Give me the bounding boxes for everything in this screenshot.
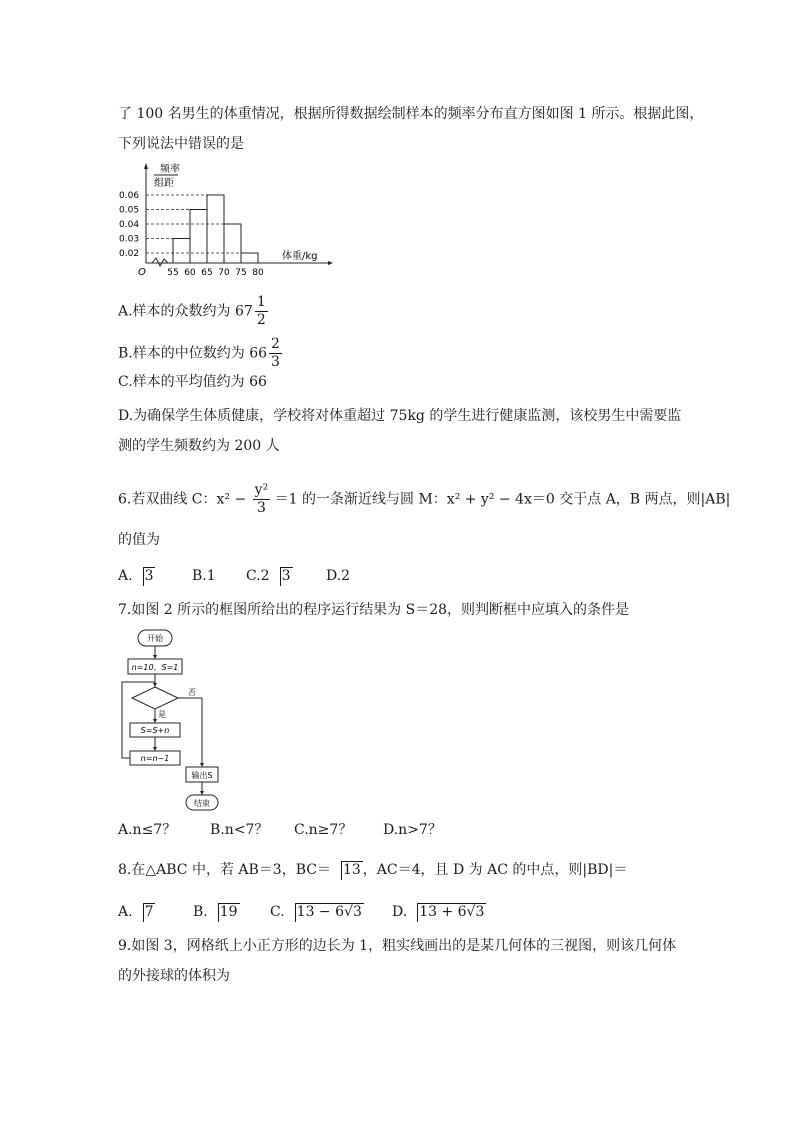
- arrow-head-icon: [153, 655, 157, 659]
- x-axis-arrow-icon: [328, 261, 333, 265]
- q7-stem: 7.如图 2 所示的框图所给出的程序运行结果为 S＝28，则判断框中应填入的条件是: [118, 602, 630, 618]
- flow-assign-n-label: n=n−1: [140, 754, 170, 763]
- x-tick-label: 65: [201, 268, 213, 278]
- q5-option-d-line1: D.为确保学生体质健康，学校将对体重超过 75kg 的学生进行健康监测，该校男生中需要监: [118, 408, 682, 424]
- y-tick-label: 0.03: [119, 234, 140, 245]
- option-label: B.: [193, 904, 208, 920]
- q6-option-b: B.1: [192, 568, 216, 584]
- y-axis-label-bottom: 组距: [154, 178, 174, 189]
- q9-stem-line1: 9.如图 3，网格纸上小正方形的边长为 1，粗实线画出的是某几何体的三视图，则该几何体: [118, 938, 677, 954]
- y-tick-label: 0.04: [119, 220, 140, 230]
- arrow-head-icon: [200, 791, 204, 795]
- y-axis-arrow-icon: [144, 163, 148, 169]
- q9-stem-line2: 的外接球的体积为: [118, 968, 230, 984]
- frac-denominator: 3: [271, 354, 280, 370]
- x-axis-label: 体重/kg: [282, 251, 318, 262]
- frac-numerator: 2: [271, 336, 280, 352]
- q8-stem-pre: 8.在△ABC 中，若 AB＝3，BC＝: [118, 862, 331, 878]
- option-label: A.: [118, 568, 133, 584]
- y-tick-label: 0.05: [119, 205, 140, 216]
- flow-start-label: 开始: [147, 634, 163, 643]
- radicand: 13 + 6√3: [419, 904, 485, 920]
- q5-option-a-text: A.样本的众数约为 67: [118, 303, 253, 320]
- radicand: 19: [219, 904, 238, 920]
- histogram-bar: [190, 210, 207, 264]
- sqrt: [286, 902, 364, 922]
- origin-label: O: [138, 267, 146, 278]
- q7-option-d: D.n>7？: [383, 822, 442, 838]
- flow-yes-label: 是: [158, 710, 166, 719]
- flow-end-label: 结束: [194, 799, 210, 808]
- q7-option-c: C.n≥7？: [294, 822, 353, 838]
- x-tick-label: 70: [218, 268, 230, 278]
- y-tick-label: 0.06: [119, 191, 140, 201]
- q5-option-a-fraction: [255, 294, 268, 329]
- q6-fraction: [253, 482, 271, 517]
- q8-option-a: [118, 902, 155, 922]
- histogram-bar: [173, 239, 190, 264]
- q5-option-c: C.样本的平均值约为 66: [118, 374, 267, 390]
- axis-break-icon: [152, 258, 168, 266]
- radicand: 13: [342, 862, 361, 878]
- y-axis-label-top: 频率: [160, 164, 180, 175]
- frac-denominator: 3: [256, 500, 266, 516]
- q7-option-a: A.n≤7？: [118, 822, 177, 838]
- q5-option-a: [118, 294, 268, 329]
- q6-stem-post: ＝1 的一条渐近线与圆 M：x² + y² − 4x＝0 交于点 A，B 两点，则|AB|: [274, 491, 731, 508]
- q6-stem-pre: 6.若双曲线 C：x² −: [118, 491, 247, 508]
- sqrt: [134, 902, 156, 922]
- histogram-chart: [119, 162, 333, 278]
- q5-stem-line1: 了 100 名男生的体重情况，根据所得数据绘制样本的频率分布直方图如图 1 所示。根据此图，: [118, 106, 704, 122]
- radicand: 7: [144, 904, 154, 920]
- option-label: D.: [392, 904, 408, 920]
- x-tick-label: 60: [184, 268, 196, 278]
- option-label: C.2: [246, 568, 270, 584]
- q6-stem-line1: [118, 482, 730, 517]
- q6-option-a: [118, 566, 155, 586]
- frac-denominator: 2: [256, 312, 266, 328]
- q5-option-b-text: B.样本的中位数约为 66: [118, 345, 268, 362]
- flow-output-label: 输出S: [191, 771, 213, 780]
- flowchart-figure: [116, 624, 236, 814]
- histogram-bar: [241, 253, 258, 263]
- flow-no-label: 否: [188, 688, 196, 697]
- sqrt: [134, 566, 156, 586]
- histogram-figure: [116, 160, 336, 280]
- arrow-head-icon: [153, 719, 157, 723]
- q8-stem-post: ，AC＝4，且 D 为 AC 的中点，则|BD|＝: [362, 862, 628, 878]
- arrow-head-icon: [153, 747, 157, 751]
- q8-stem: [118, 860, 627, 880]
- flow-init-label: n=10，S=1: [131, 663, 179, 672]
- q5-option-b-fraction: [269, 336, 282, 371]
- sqrt: [332, 860, 363, 880]
- option-label: A.: [118, 904, 133, 920]
- q6-stem-line2: 的值为: [118, 532, 160, 548]
- x-tick-label: 55: [167, 268, 179, 278]
- sqrt: [271, 566, 293, 586]
- flow-decision-diamond: [132, 687, 178, 709]
- x-tick-label: 80: [252, 268, 264, 278]
- sqrt: [209, 902, 240, 922]
- q5-stem-line2: 下列说法中错误的是: [118, 136, 244, 152]
- q5-option-d-line2: 测的学生频数约为 200 人: [118, 438, 280, 454]
- histogram-bar: [224, 224, 241, 263]
- flow-assign-s-label: S=S+n: [140, 726, 170, 735]
- sqrt: [408, 902, 486, 922]
- q7-option-b: B.n<7？: [210, 822, 269, 838]
- radicand: 13 − 6√3: [296, 904, 362, 920]
- arrow-head-icon: [200, 763, 204, 767]
- option-label: C.: [270, 904, 285, 920]
- frac-numerator: y²: [254, 482, 269, 498]
- radicand: 3: [281, 568, 291, 584]
- q5-option-b: [118, 336, 282, 371]
- y-tick-label: 0.02: [119, 249, 140, 259]
- q6-option-d: D.2: [326, 568, 351, 584]
- arrow-head-icon: [153, 683, 157, 687]
- q8-option-c: [270, 902, 364, 922]
- q8-option-d: [392, 902, 486, 922]
- q8-option-b: [193, 902, 240, 922]
- frac-numerator: 1: [256, 294, 266, 310]
- q6-option-c: [246, 566, 293, 586]
- radicand: 3: [144, 568, 154, 584]
- x-tick-label: 75: [235, 268, 247, 278]
